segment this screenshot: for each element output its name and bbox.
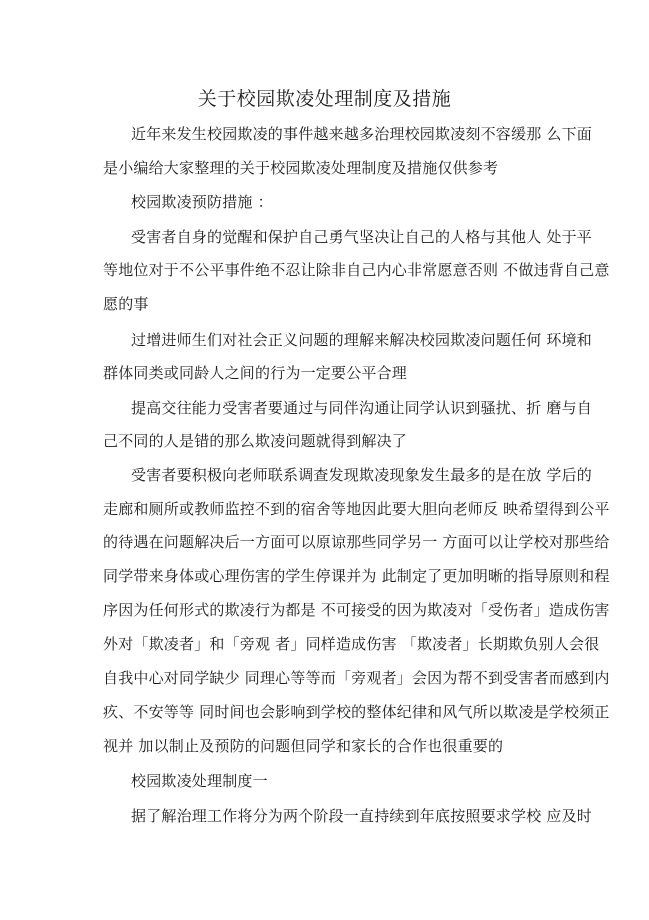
paragraph-line: 是小编给大家整理的关于校园欺凌处理制度及措施仅供参考 — [103, 159, 499, 177]
paragraph-line: 愿的事 — [103, 295, 149, 313]
paragraph-line: 的待遇在问题解决后一方面可以原谅那些同学另一 方面可以让学校对那些给 — [103, 533, 610, 551]
paragraph-line: 受害者要积极向老师联系调查发现欺凌现象发生最多的是在放 学后的 — [131, 466, 592, 484]
document-title: 关于校园欺凌处理制度及措施 — [197, 88, 452, 110]
section-heading: 校园欺凌预防措施 ： — [131, 193, 273, 211]
paragraph-line: 等地位对于不公平事件绝不忍让除非自己内心非常愿意否则 不做违背自己意 — [103, 261, 610, 279]
paragraph-line: 据了解治理工作将分为两个阶段一直持续到年底按照要求学校 应及时 — [131, 807, 592, 825]
paragraph-line: 群体同类或同龄人之间的行为一定要公平合理 — [103, 364, 408, 382]
paragraph-line: 同学带来身体或心理伤害的学生停课并为 此制定了更加明晰的指导原则和程 — [103, 567, 610, 585]
paragraph-line: 序因为任何形式的欺凌行为都是 不可接受的因为欺凌对「受伤者」造成伤害 — [103, 601, 610, 619]
paragraph-line: 受害者自身的觉醒和保护自己勇气坚决让自己的人格与其他人 处于平 — [131, 228, 592, 246]
paragraph-line: 提高交往能力受害者要通过与同伴沟通让同学认识到骚扰、折 磨与自 — [131, 399, 592, 417]
paragraph-line: 近年来发生校园欺凌的事件越来越多治理校园欺凌刻不容缓那 么下面 — [131, 125, 592, 143]
section-heading: 校园欺凌处理制度一 — [131, 772, 268, 790]
paragraph-line: 视并 加以制止及预防的问题但同学和家长的合作也很重要的 — [103, 737, 504, 755]
paragraph-line: 走廊和厕所或教师监控不到的宿舍等地因此要大胆向老师反 映希望得到公平 — [103, 500, 610, 518]
paragraph-line: 疚、不安等等 同时间也会影响到学校的整体纪律和风气所以欺凌是学校须正 — [103, 703, 610, 721]
paragraph-line: 外对「欺凌者」和「旁观 者」同样造成伤害 「欺凌者」长期欺负别人会很 — [103, 635, 600, 653]
paragraph-line: 过增进师生们对社会正义问题的理解来解决校园欺凌问题任何 环境和 — [131, 331, 592, 349]
paragraph-line: 自我中心对同学缺少 同理心等等而「旁观者」会因为帮不到受害者而感到内 — [103, 669, 610, 687]
paragraph-line: 己不同的人是错的那么欺凌问题就得到解决了 — [103, 432, 408, 450]
